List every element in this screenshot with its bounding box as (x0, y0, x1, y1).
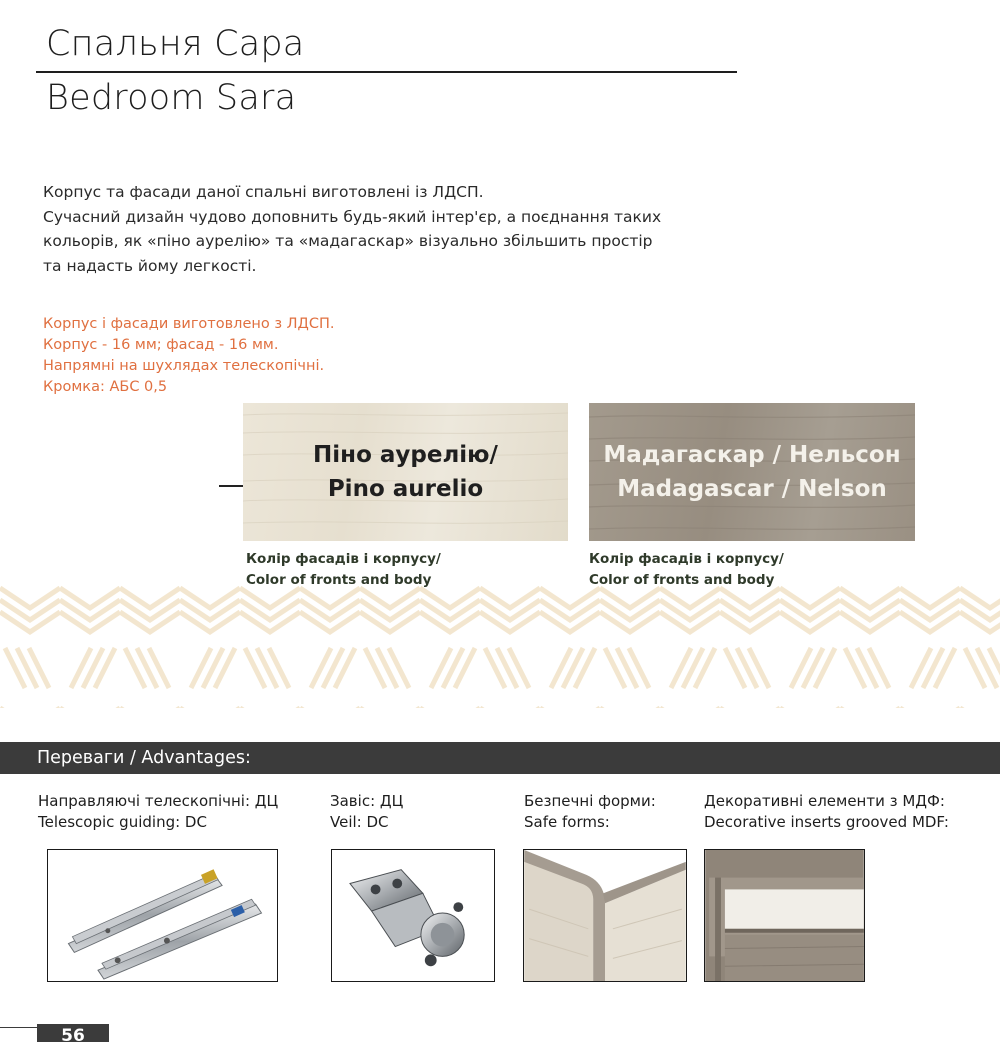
swatch-caption (589, 549, 784, 591)
page-number-rule (0, 1027, 37, 1028)
label-uk: Декоративні елементи з МДФ: (704, 792, 945, 810)
swatch-caption (246, 549, 441, 591)
page-number: 56 (37, 1024, 109, 1042)
description-line: Корпус та фасади даної спальні виготовлені із ЛДСП. (43, 183, 484, 201)
swatch-name-uk: Піно аурелію/ (313, 442, 498, 468)
caption-uk: Колір фасадів і корпусу/ (246, 551, 441, 567)
hinge-icon (332, 850, 494, 981)
swatch-leader-line (219, 485, 246, 487)
description-line: та надасть йому легкості. (43, 256, 257, 275)
spec-line: Корпус - 16 мм; фасад - 16 мм. (43, 337, 279, 353)
advantage-label-telescopic (38, 791, 278, 833)
swatch-madagascar-nelson (589, 403, 915, 541)
caption-en: Color of fronts and body (246, 572, 432, 588)
spec-line: Кромка: АБС 0,5 (43, 379, 168, 395)
label-en: Decorative inserts grooved MDF: (704, 813, 949, 831)
advantage-image-telescopic (47, 849, 278, 982)
caption-en: Color of fronts and body (589, 572, 775, 588)
advantage-label-mdf (704, 791, 949, 833)
page-title-uk: Спальня Сара (46, 24, 305, 64)
advantages-title: Переваги / Advantages: (37, 748, 251, 768)
swatch-name-uk: Мадагаскар / Нельсон (603, 442, 901, 468)
caption-uk: Колір фасадів і корпусу/ (589, 551, 784, 567)
swatch-name-en: Pino aurelio (327, 476, 484, 502)
label-en: Safe forms: (524, 813, 610, 831)
label-uk: Завіс: ДЦ (330, 792, 404, 810)
page-title-en: Bedroom Sara (46, 78, 297, 118)
title-divider (36, 71, 737, 73)
advantage-label-safe-forms (524, 791, 656, 833)
spec-line: Корпус і фасади виготовлено з ЛДСП. (43, 316, 335, 332)
specifications (43, 314, 335, 398)
telescopic-slides-icon (48, 850, 277, 981)
advantage-image-safe-forms (523, 849, 687, 982)
description (43, 180, 703, 278)
decorative-pattern (0, 578, 1000, 708)
description-line: кольорів, як «піно аурелію» та «мадагаскар» візуально збільшить простір (43, 232, 653, 250)
advantage-label-hinge (330, 791, 403, 833)
swatch-name-en: Madagascar / Nelson (617, 476, 887, 502)
swatch-pino-aurelio (243, 403, 568, 541)
label-en: Veil: DC (330, 813, 389, 831)
mdf-insert-icon (705, 850, 864, 981)
advantage-image-hinge (331, 849, 495, 982)
label-uk: Безпечні форми: (524, 792, 656, 810)
spec-line: Напрямні на шухлядах телескопічні. (43, 358, 325, 374)
rounded-corner-icon (524, 850, 686, 981)
label-uk: Направляючі телескопічні: ДЦ (38, 792, 279, 810)
description-line: Сучасний дизайн чудово доповнить будь-який інтер'єр, а поєднання таких (43, 207, 662, 226)
label-en: Telescopic guiding: DC (38, 813, 207, 831)
advantage-image-mdf (704, 849, 865, 982)
